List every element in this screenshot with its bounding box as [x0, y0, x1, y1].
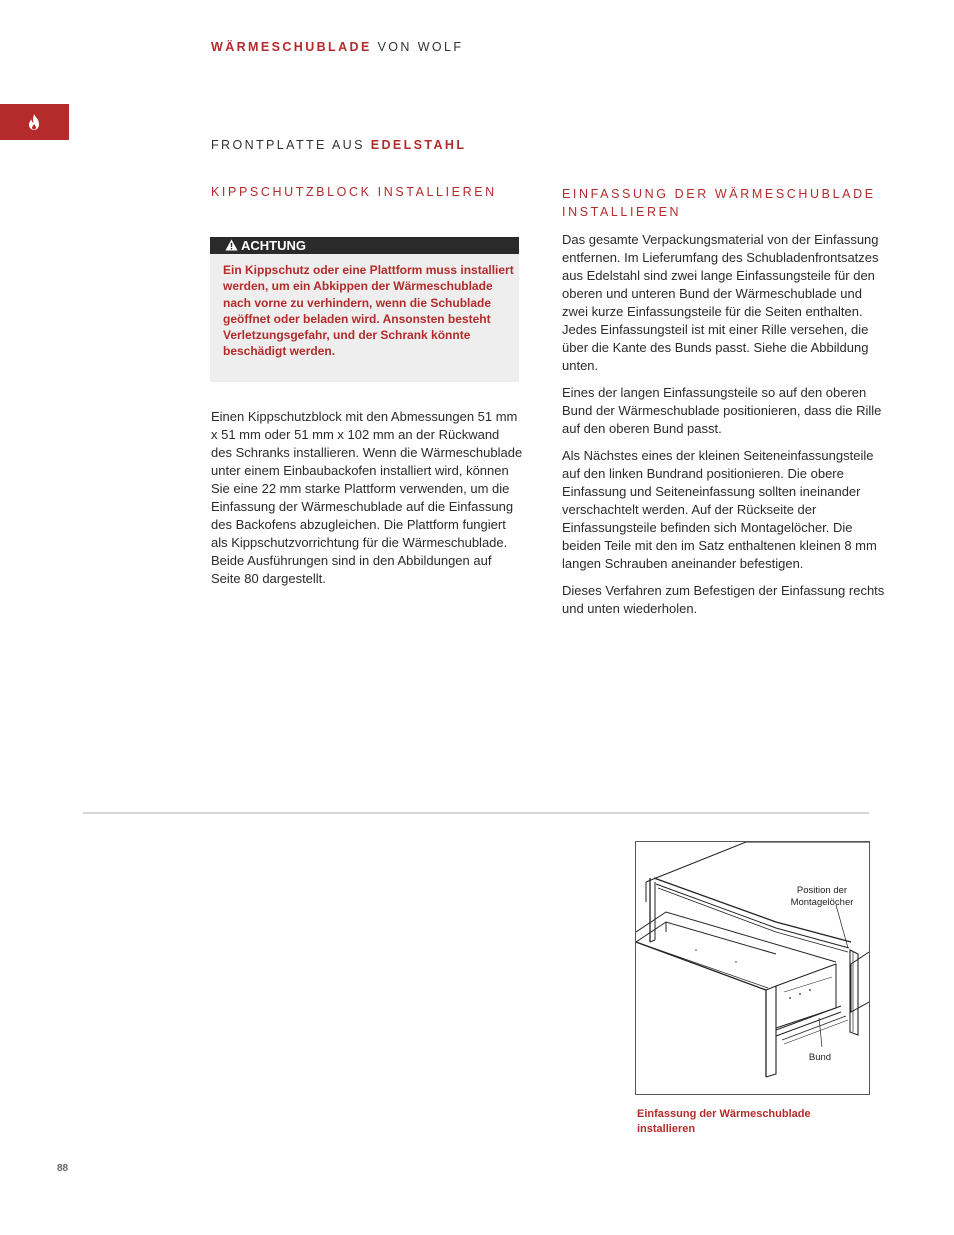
label-bund: Bund: [808, 1052, 832, 1063]
horizontal-divider: [83, 812, 869, 814]
left-body-text: Einen Kippschutzblock mit den Abmessungen 51 mm x 51 mm oder 51 mm x 102 mm an der Rückwand des Schranks installieren. Wenn die Wärmeschublade unter einem Einbaubackofen installiert wird, können Sie eine 22 mm starke Plattform verwenden, um die Einfassung der Wärmeschublade auf die Einfassung des Backofens abzugleichen. Die Plattform fungiert als Kippschutzvorrichtung für die Wärmeschublade. Beide Ausführungen sind in den Abbildungen auf Seite 80 dargestellt.: [211, 409, 523, 586]
section-tab[interactable]: [0, 104, 69, 140]
drawer-trim-illustration: [636, 842, 869, 1094]
header-title-accent: WÄRMESCHUBLADE: [211, 40, 372, 54]
page-number: 88: [57, 1163, 69, 1174]
right-body: [562, 231, 888, 627]
right-paragraph: Eines der langen Einfassungsteile so auf den oberen Bund der Wärmeschublade positionieren, dass die Rille auf den oberen Bund passt.: [562, 385, 882, 436]
page-header: [211, 40, 463, 54]
warning-bar: [210, 237, 519, 254]
right-heading: EINFASSUNG DER WÄRMESCHUBLADE INSTALLIEREN: [562, 187, 876, 219]
warning-text: Ein Kippschutz oder eine Plattform muss installiert werden, um ein Abkippen der Wärmeschublade nach vorne zu verhindern, wenn die Schublade geöffnet oder beladen wird. Ansonsten besteht Verletzungsgefahr, und der Schrank könnte beschädigt werden.: [223, 263, 514, 359]
section-title: [211, 138, 466, 152]
warning-triangle-icon: [225, 239, 238, 251]
section-prefix: FRONTPLATTE AUS: [211, 138, 365, 152]
right-paragraph: Als Nächstes eines der kleinen Seiteneinfassungsteile auf den linken Bundrand positionieren. Die obere Einfassung und Seiteneinfassung sollten ineinander verschachtelt werden. Auf der Rückseite der Einfassungsteile befinden sich Montagelöcher. Die beiden Teile mit den im Satz enthaltenen kleinen 8 mm langen Schrauben aneinander befestigen.: [562, 448, 877, 571]
installation-figure: [635, 841, 870, 1095]
left-heading: KIPPSCHUTZBLOCK INSTALLIEREN: [211, 185, 497, 199]
label-mounting-line2: Montagelöcher: [790, 897, 854, 908]
right-paragraph: Das gesamte Verpackungsmaterial von der Einfassung entfernen. Im Lieferumfang des Schubladenfrontsatzes aus Edelstahl sind zwei lange Einfassungsteile für den oberen und unteren Bund der Wärmeschublade und zwei kurze Einfassungsteile für die Seiten enthalten. Jedes Einfassungsteil ist mit einer Rille versehen, die über die Kante des Bunds passt. Siehe die Abbildung unten.: [562, 232, 879, 373]
figure-caption: Einfassung der Wärmeschublade installieren: [637, 1108, 811, 1135]
section-highlight: EDELSTAHL: [370, 138, 467, 152]
right-paragraph: Dieses Verfahren zum Befestigen der Einfassung rechts und unten wiederholen.: [562, 583, 885, 616]
flame-icon: [27, 113, 41, 131]
header-title-rest: VON WOLF: [377, 40, 464, 54]
label-mounting-line1: Position der: [796, 885, 848, 896]
warning-label: ACHTUNG: [241, 238, 306, 253]
